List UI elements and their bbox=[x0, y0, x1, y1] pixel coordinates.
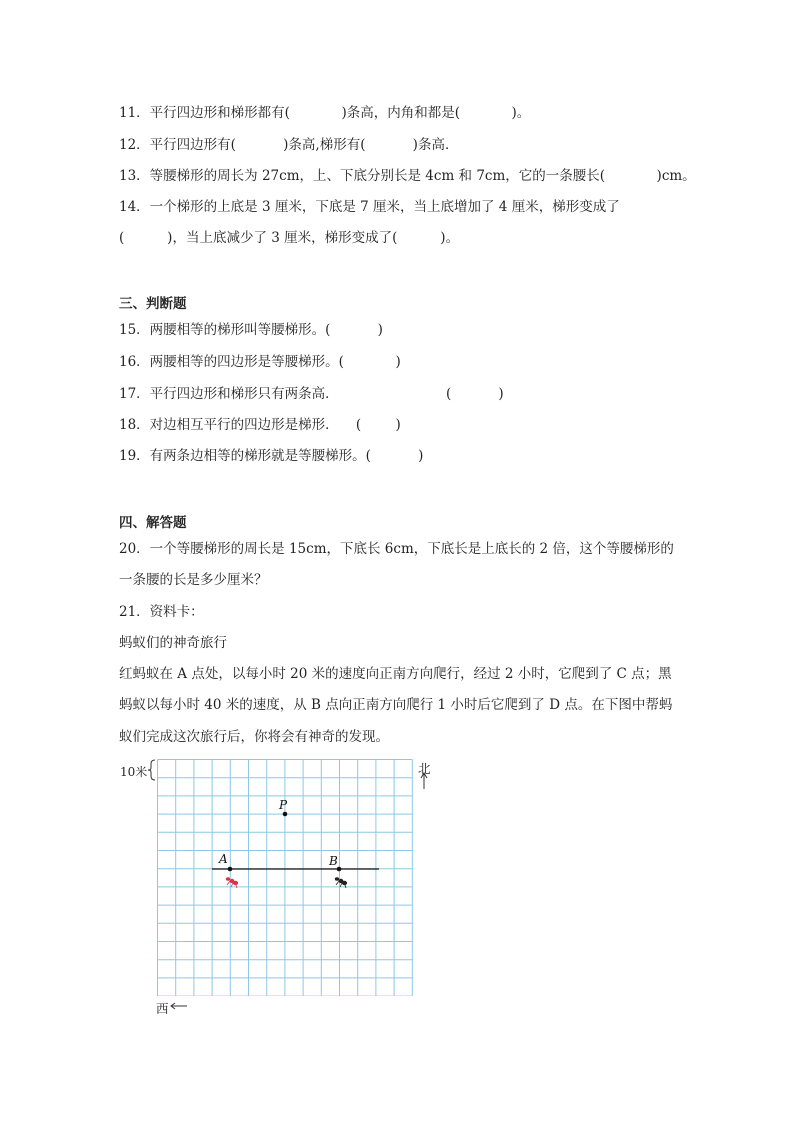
question-20-cont: 一条腰的长是多少厘米？ bbox=[119, 572, 268, 588]
question-16: 16．两腰相等的四边形是等腰梯形。( ) bbox=[119, 354, 401, 370]
question-21: 21．资料卡： bbox=[119, 604, 204, 620]
info-card-line-3: 蚁们完成这次旅行后，你将会有神奇的发现。 bbox=[119, 729, 389, 745]
question-20: 20．一个等腰梯形的周长是 15cm，下底长 6cm，下底长是上底长的 2 倍，这个等腰梯形的 bbox=[119, 541, 674, 557]
scale-label: 10米 bbox=[120, 765, 148, 779]
question-19: 19．有两条边相等的梯形就是等腰梯形。( ) bbox=[119, 448, 424, 464]
info-card-title: 蚂蚁们的神奇旅行 bbox=[119, 635, 227, 651]
question-14-cont: ( )，当上底减少了 3 厘米，梯形变成了( )。 bbox=[119, 230, 460, 246]
section-3-title: 三、判断题 bbox=[119, 296, 187, 312]
point-p-dot bbox=[283, 812, 288, 817]
question-13: 13．等腰梯形的周长为 27cm，上、下底分别长是 4cm 和 7cm，它的一条腰长( )cm。 bbox=[119, 168, 696, 184]
west-arrow-icon bbox=[170, 1000, 188, 1012]
question-17: 17．平行四边形和梯形只有两条高． ( ) bbox=[119, 386, 504, 402]
north-label: 北 bbox=[418, 761, 431, 776]
point-a-dot bbox=[228, 867, 233, 872]
scale-brace-icon bbox=[147, 759, 157, 781]
black-ant-icon bbox=[335, 877, 347, 888]
north-arrow-icon bbox=[419, 772, 429, 790]
question-14: 14．一个梯形的上底是 3 厘米，下底是 7 厘米，当上底增加了 4 厘米，梯形变成了 bbox=[119, 199, 620, 215]
info-card-line-1: 红蚂蚁在 A 点处，以每小时 20 米的速度向正南方向爬行，经过 2 小时，它爬到了 C 点；黑 bbox=[119, 666, 672, 682]
question-11: 11．平行四边形和梯形都有( )条高，内角和都是( )。 bbox=[119, 105, 531, 121]
point-a-label: A bbox=[219, 852, 228, 866]
question-15: 15．两腰相等的梯形叫等腰梯形。( ) bbox=[119, 322, 383, 338]
question-18: 18．对边相互平行的四边形是梯形． ( ) bbox=[119, 417, 401, 433]
point-b-label: B bbox=[329, 854, 338, 868]
west-label: 西 bbox=[156, 1001, 169, 1016]
grid-lines bbox=[158, 760, 413, 997]
grid-svg bbox=[157, 759, 413, 996]
info-card-line-2: 蚂蚁以每小时 40 米的速度，从 B 点向正南方向爬行 1 小时后它爬到了 D 点。在下图中帮蚂 bbox=[119, 697, 673, 713]
section-4-title: 四、解答题 bbox=[119, 515, 187, 531]
point-p-label: P bbox=[279, 798, 288, 812]
grid-figure bbox=[157, 759, 413, 1000]
red-ant-icon bbox=[226, 877, 238, 888]
question-12: 12．平行四边形有( )条高,梯形有( )条高． bbox=[119, 137, 459, 153]
